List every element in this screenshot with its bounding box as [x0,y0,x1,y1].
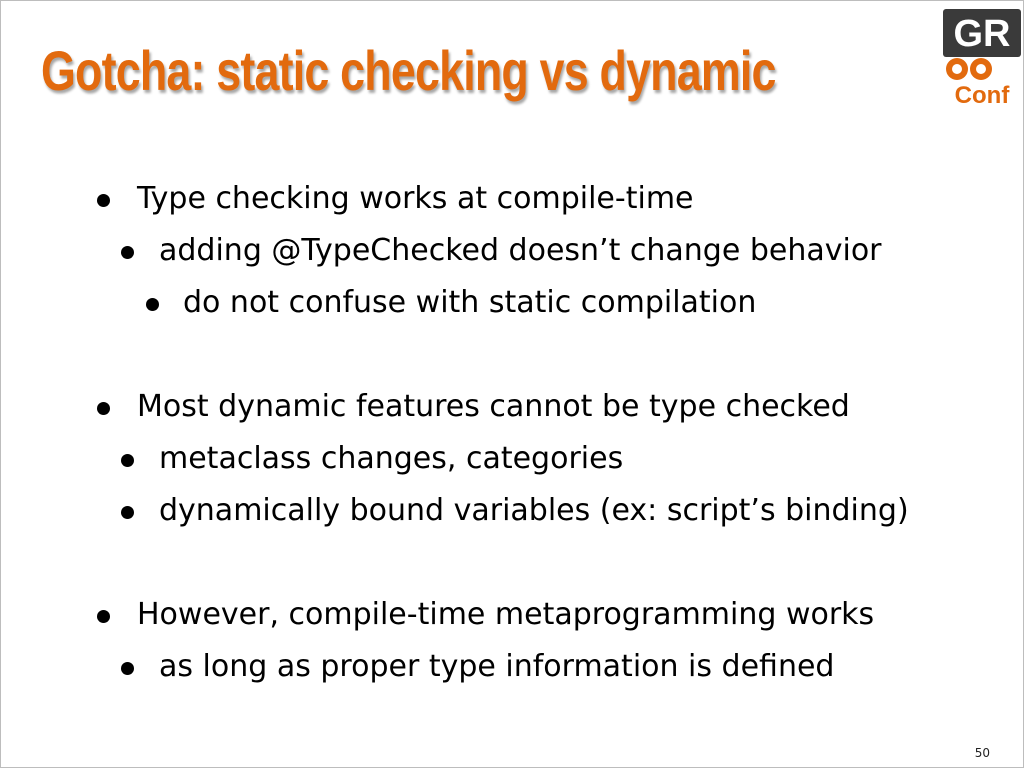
bullet-dot [97,194,110,207]
bullet-item: metaclass changes, categories [159,441,624,476]
logo-letters-bottom: Conf [954,82,1010,109]
bullet-item: However, compile-time metaprogramming works [137,597,875,632]
grconf-logo [937,7,1023,109]
bullet-dot [146,298,159,311]
bullet-item: Type checking works at compile-time [137,181,694,216]
bullet-item: adding @TypeChecked doesn’t change behavior [159,233,882,268]
bullet-item: dynamically bound variables (ex: script’s binding) [159,493,909,528]
bullet-dot [121,454,134,467]
bullet-dot [97,402,110,415]
bullet-list [1,1,1024,769]
bullet-item: as long as proper type information is defined [159,649,835,684]
bullet-dot [97,610,110,623]
logo-letters-top: GR [953,13,1011,55]
bullet-dot [121,506,134,519]
slide-title: Gotcha: static checking vs dynamic [41,39,776,102]
bullet-dot [121,662,134,675]
bullet-item: Most dynamic features cannot be type checked [137,389,850,424]
bullet-item: do not confuse with static compilation [183,285,757,320]
bullet-dot [121,246,134,259]
page-number: 50 [974,746,990,760]
